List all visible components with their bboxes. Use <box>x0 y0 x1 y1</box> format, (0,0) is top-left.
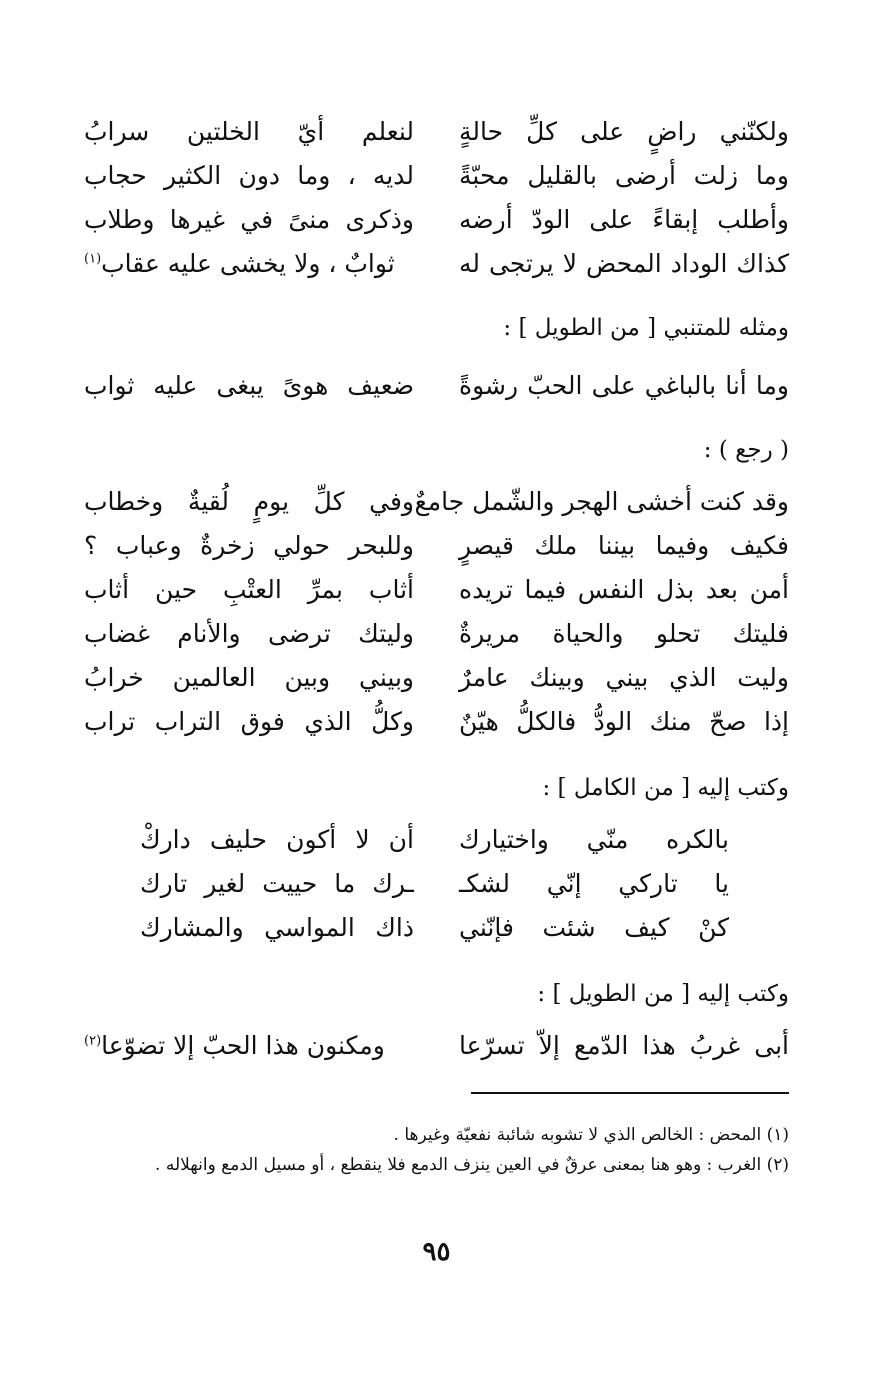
verse-second-hemistich: لنعلم أيّ الخلتين سرابُ <box>84 117 414 146</box>
footnote-marker: (١) <box>84 251 102 267</box>
verse-line <box>84 198 789 242</box>
verse-line <box>84 906 789 950</box>
verse-line <box>84 110 789 154</box>
verse-second-hemistich: وبيني وبين العالمين خرابُ <box>84 663 414 692</box>
section-intro: وكتب إليه [ من الكامل ] : <box>542 775 789 801</box>
verse-first-hemistich: وليت الذي بيني وبينك عامرٌ <box>459 663 789 692</box>
verse-first-hemistich: وما زلت أرضى بالقليل محبّةً <box>459 161 789 190</box>
verse-first-hemistich: كذاك الوداد المحض لا يرتجى له <box>459 249 789 278</box>
page-number: ٩٥ <box>422 1237 451 1267</box>
verse-line <box>84 568 789 612</box>
verse-first-hemistich: فكيف وفيما بيننا ملك قيصرٍ <box>459 531 789 560</box>
verse-line <box>84 656 789 700</box>
verse-text: ثوابٌ ، ولا يخشى عليه عقاب <box>101 249 395 278</box>
section-intro: ( رجع ) : <box>703 437 789 463</box>
verse-second-hemistich: وذكرى منىً في غيرها وطلاب <box>84 205 414 234</box>
verse-line <box>84 480 789 524</box>
verse-line <box>84 242 789 286</box>
verse-line <box>84 612 789 656</box>
verse-second-hemistich: وكلُّ الذي فوق التراب تراب <box>84 707 414 736</box>
verse-first-hemistich: أمن بعد بذل النفس فيما تريده <box>459 575 789 604</box>
verse-first-hemistich: أبى غربُ هذا الدّمع إلاّ تسرّعا <box>459 1031 789 1060</box>
verse-line <box>84 700 789 744</box>
verse-line <box>84 1024 789 1068</box>
verse-text: ومكنون هذا الحبّ إلا تضوّعا <box>101 1031 385 1060</box>
verse-first-hemistich: وما أنا بالباغي على الحبّ رشوةً <box>459 371 789 400</box>
verse-first-hemistich: كنْ كيف شئت فإنّني <box>459 913 729 942</box>
verse-line <box>84 364 789 408</box>
footnote-divider <box>471 1092 789 1094</box>
verse-second-hemistich <box>84 242 414 286</box>
verse-first-hemistich: إذا صحّ منك الودُّ فالكلُّ هيّنٌ <box>459 707 789 736</box>
verse-second-hemistich <box>84 1024 414 1068</box>
verse-second-hemistich: وللبحر حولي زخرةٌ وعباب ؟ <box>84 531 414 560</box>
section-intro: ومثله للمتنبي [ من الطويل ] : <box>503 315 789 341</box>
section-intro: وكتب إليه [ من الطويل ] : <box>537 981 789 1007</box>
verse-second-hemistich: ضعيف هوىً يبغى عليه ثواب <box>84 371 414 400</box>
verse-second-hemistich: وليتك ترضى والأنام غضاب <box>84 619 414 648</box>
verse-first-hemistich: يا تاركي إنّي لشكـ <box>459 869 729 898</box>
verse-second-hemistich: أن لا أكون حليف داركْ <box>140 825 414 854</box>
verse-first-hemistich: ولكنّني راضٍ على كلِّ حالةٍ <box>459 117 789 146</box>
footnote-marker: (٢) <box>84 1033 102 1049</box>
verse-line <box>84 862 789 906</box>
footnote: (٢) الغرب : وهو هنا بمعنى عرقٌ في العين ينزف الدمع فلا ينقطع ، أو مسيل الدمع وانهلاله . <box>155 1155 789 1175</box>
verse-second-hemistich: ـرك ما حييت لغير تارك <box>140 869 414 898</box>
footnote: (١) المحض : الخالص الذي لا تشوبه شائبة نفعيّة وغيرها . <box>393 1125 789 1145</box>
verse-first-hemistich: وأطلب إبقاءً على الودّ أرضه <box>459 205 789 234</box>
verse-second-hemistich: أثاب بمرِّ العتْبِ حين أثاب <box>84 575 414 604</box>
verse-line <box>84 818 789 862</box>
verse-first-hemistich: فليتك تحلو والحياة مريرةٌ <box>459 619 789 648</box>
verse-line <box>84 154 789 198</box>
verse-second-hemistich: لديه ، وما دون الكثير حجاب <box>84 161 414 190</box>
verse-first-hemistich: وقد كنت أخشى الهجر والشّمل جامعٌ <box>414 487 789 516</box>
verse-second-hemistich: ذاك المواسي والمشارك <box>140 913 414 942</box>
verse-second-hemistich: وفي كلِّ يومٍ لُقيةٌ وخطاب <box>84 487 414 516</box>
verse-first-hemistich: بالكره منّي واختيارك <box>459 825 729 854</box>
verse-line <box>84 524 789 568</box>
